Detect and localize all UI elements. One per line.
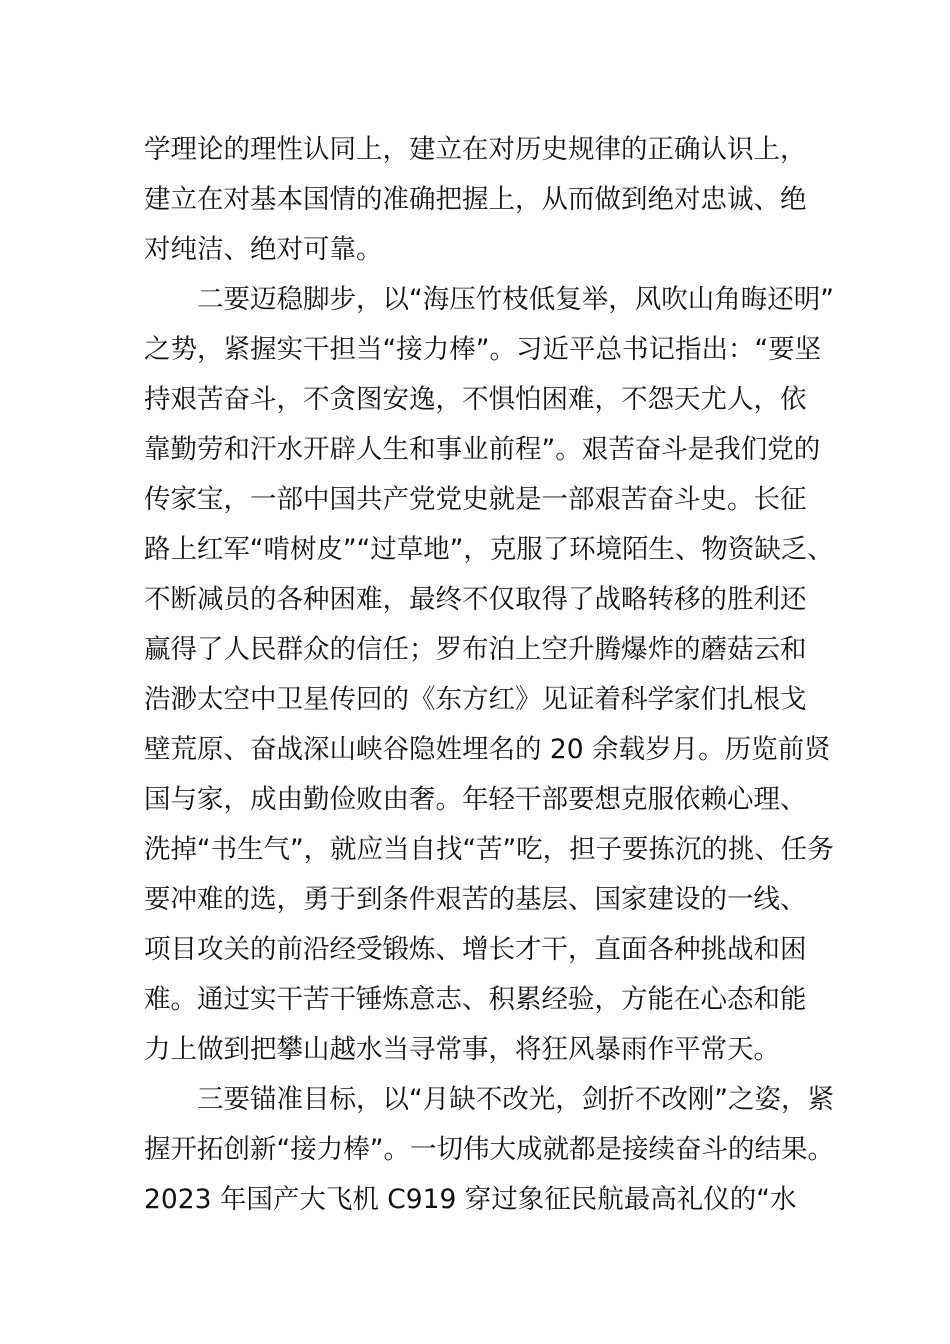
- text-line: 2023 年国产大飞机 C919 穿过象征民航最高礼仪的“水: [144, 1184, 797, 1215]
- text-line: 持艰苦奋斗，不贪图安逸，不惧怕困难，不怨天尤人，依: [144, 384, 807, 415]
- text-line: 握开拓创新“接力棒”。一切伟大成就都是接续奋斗的结果。: [144, 1134, 834, 1165]
- text-line: 之势，紧握实干担当“接力棒”。习近平总书记指出：“要坚: [144, 334, 822, 365]
- text-line: 力上做到把攀山越水当寻常事，将狂风暴雨作平常天。: [144, 1034, 780, 1065]
- text-line: 靠勤劳和汗水开辟人生和事业前程”。艰苦奋斗是我们党的: [144, 434, 821, 465]
- text-line: 洗掉“书生气”，就应当自找“苦”吃，担子要拣沉的挑、任务: [144, 834, 834, 865]
- text-line: 不断减员的各种困难，最终不仅取得了战略转移的胜利还: [144, 584, 807, 615]
- text-line: 壁荒原、奋战深山峡谷隐姓埋名的 20 余载岁月。历览前贤: [144, 734, 831, 765]
- text-line: 浩渺太空中卫星传回的《东方红》见证着科学家们扎根戈: [144, 684, 807, 715]
- text-line: 要冲难的选，勇于到条件艰苦的基层、国家建设的一线、: [144, 884, 807, 915]
- document-body: [144, 125, 834, 1225]
- text-line: 路上红军“啃树皮”“过草地”，克服了环境陌生、物资缺乏、: [144, 534, 834, 565]
- text-line: 赢得了人民群众的信任；罗布泊上空升腾爆炸的蘑菇云和: [144, 634, 807, 665]
- text-line: 学理论的理性认同上，建立在对历史规律的正确认识上，: [144, 134, 807, 165]
- text-line: 对纯洁、绝对可靠。: [144, 234, 383, 265]
- text-line: 建立在对基本国情的准确把握上，从而做到绝对忠诚、绝: [144, 184, 807, 215]
- text-line: 项目攻关的前沿经受锻炼、增长才干，直面各种挑战和困: [144, 934, 807, 965]
- paragraph-start-line: 二要迈稳脚步，以“海压竹枝低复举，风吹山角晦还明”: [197, 284, 834, 315]
- text-line: 难。通过实干苦干锤炼意志、积累经验，方能在心态和能: [144, 984, 807, 1015]
- text-line: 传家宝，一部中国共产党党史就是一部艰苦奋斗史。长征: [144, 484, 807, 515]
- paragraph-start-line: 三要锚准目标，以“月缺不改光，剑折不改刚”之姿，紧: [197, 1084, 834, 1115]
- text-line: 国与家，成由勤俭败由奢。年轻干部要想克服依赖心理、: [144, 784, 807, 815]
